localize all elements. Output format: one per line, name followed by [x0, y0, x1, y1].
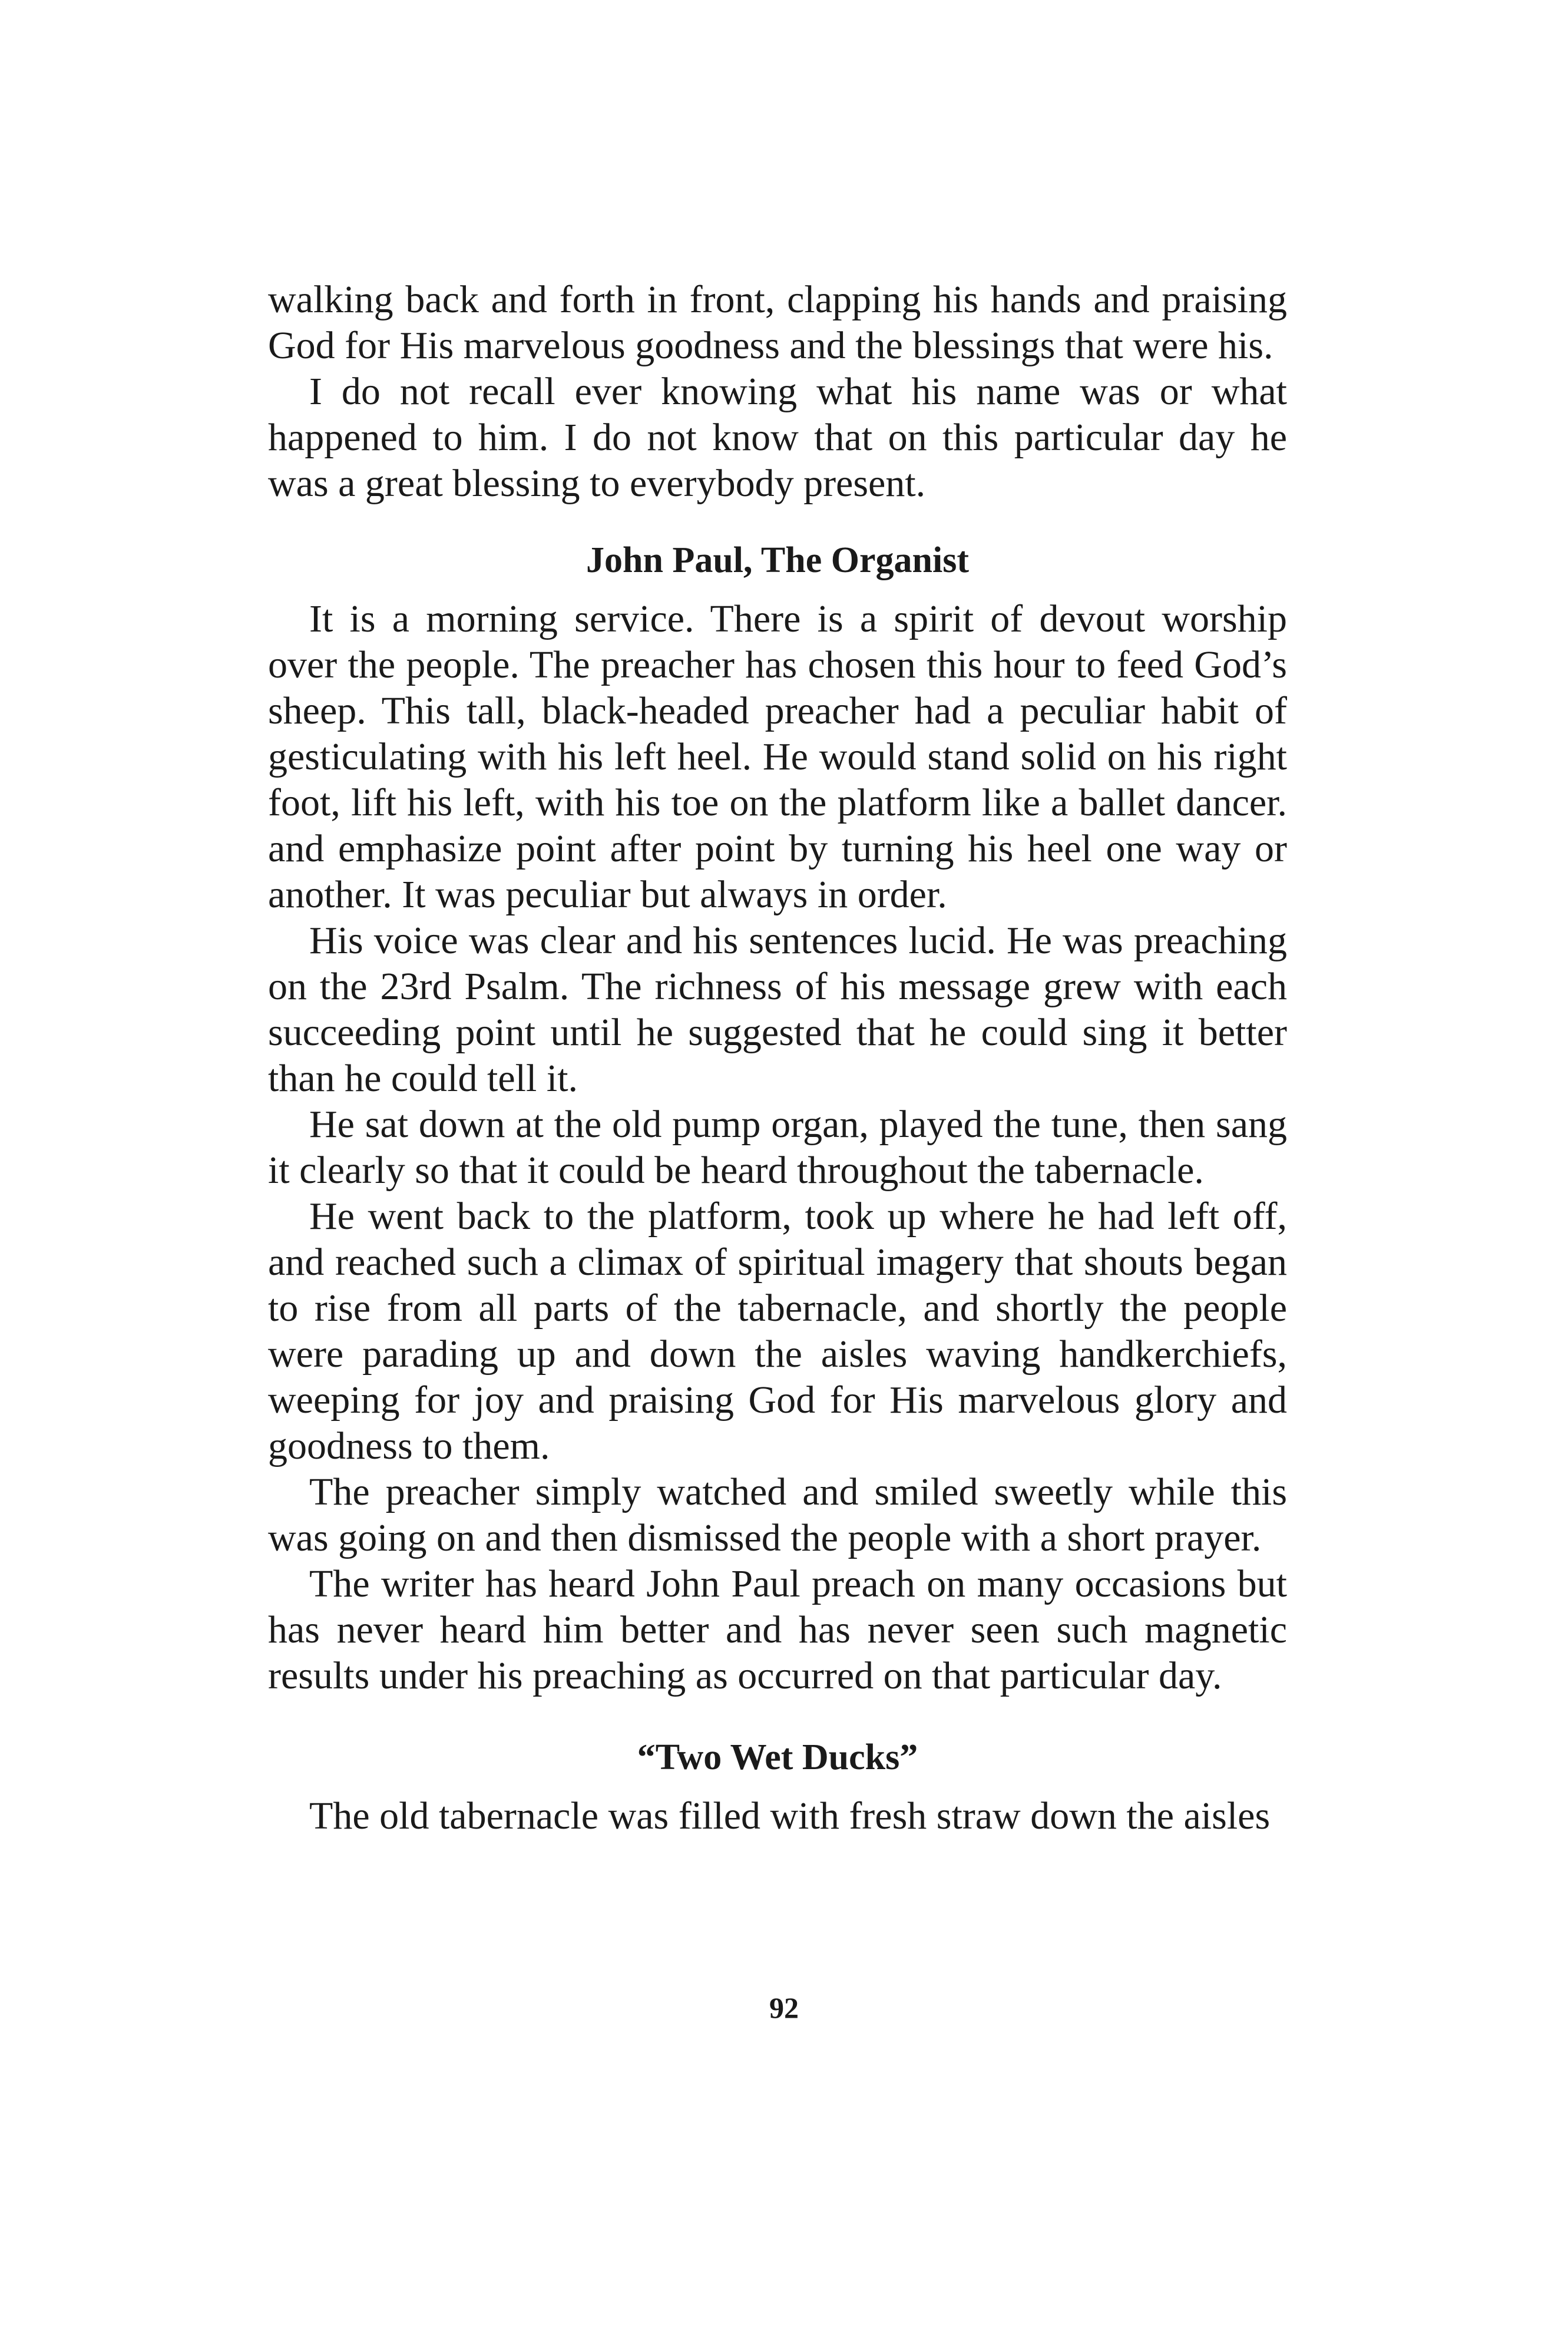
paragraph-voice-clear: His voice was clear and his sentences lucid. He was preaching on the 23rd Psalm. The richness of his message grew with each succeeding point until he suggested that he could sing it better than he could tell it. — [268, 919, 1287, 1100]
page-body — [268, 277, 1287, 1839]
paragraph-pump-organ: He sat down at the old pump organ, played the tune, then sang it clearly so that it could be heard throughout the tabernacle. — [268, 1103, 1287, 1192]
page-number: 92 — [769, 1991, 799, 2024]
section-heading-two-wet-ducks: “Two Wet Ducks” — [637, 1737, 918, 1777]
paragraph-morning-service: It is a morning service. There is a spirit of devout worship over the people. The preacher has chosen this hour to feed God’s sheep. This tall, black-headed preacher had a peculiar habit of gesticulating with his left heel. He would stand solid on his right foot, lift his left, with his toe on the platform like a ballet dancer. and emphasize point after point by turning his heel one way or another. It was peculiar but always in order. — [268, 597, 1287, 916]
section-heading-john-paul: John Paul, The Organist — [585, 540, 969, 580]
paragraph-dismissed: The preacher simply watched and smiled sweetly while this was going on and then dismissed the people with a short prayer. — [268, 1470, 1287, 1559]
paragraph-name-recall: I do not recall ever knowing what his name was or what happened to him. I do not know that on this particular day he was a great blessing to everybody present. — [268, 370, 1287, 505]
paragraph-climax: He went back to the platform, took up where he had left off, and reached such a climax of spiritual imagery that shouts began to rise from all parts of the tabernacle, and shortly the people were parading up and down the aisles waving handkerchiefs, weeping for joy and praising God for His marvelous glory and goodness to them. — [268, 1195, 1287, 1467]
paragraph-continuation: walking back and forth in front, clapping his hands and praising God for His marvelous goodness and the blessings that were his. — [268, 278, 1287, 367]
paragraph-writer-heard: The writer has heard John Paul preach on many occasions but has never heard him better and has never seen such magnetic results under his preaching as occurred on that particular day. — [268, 1562, 1287, 1697]
paragraph-old-tabernacle: The old tabernacle was filled with fresh straw down the aisles — [309, 1794, 1271, 1837]
